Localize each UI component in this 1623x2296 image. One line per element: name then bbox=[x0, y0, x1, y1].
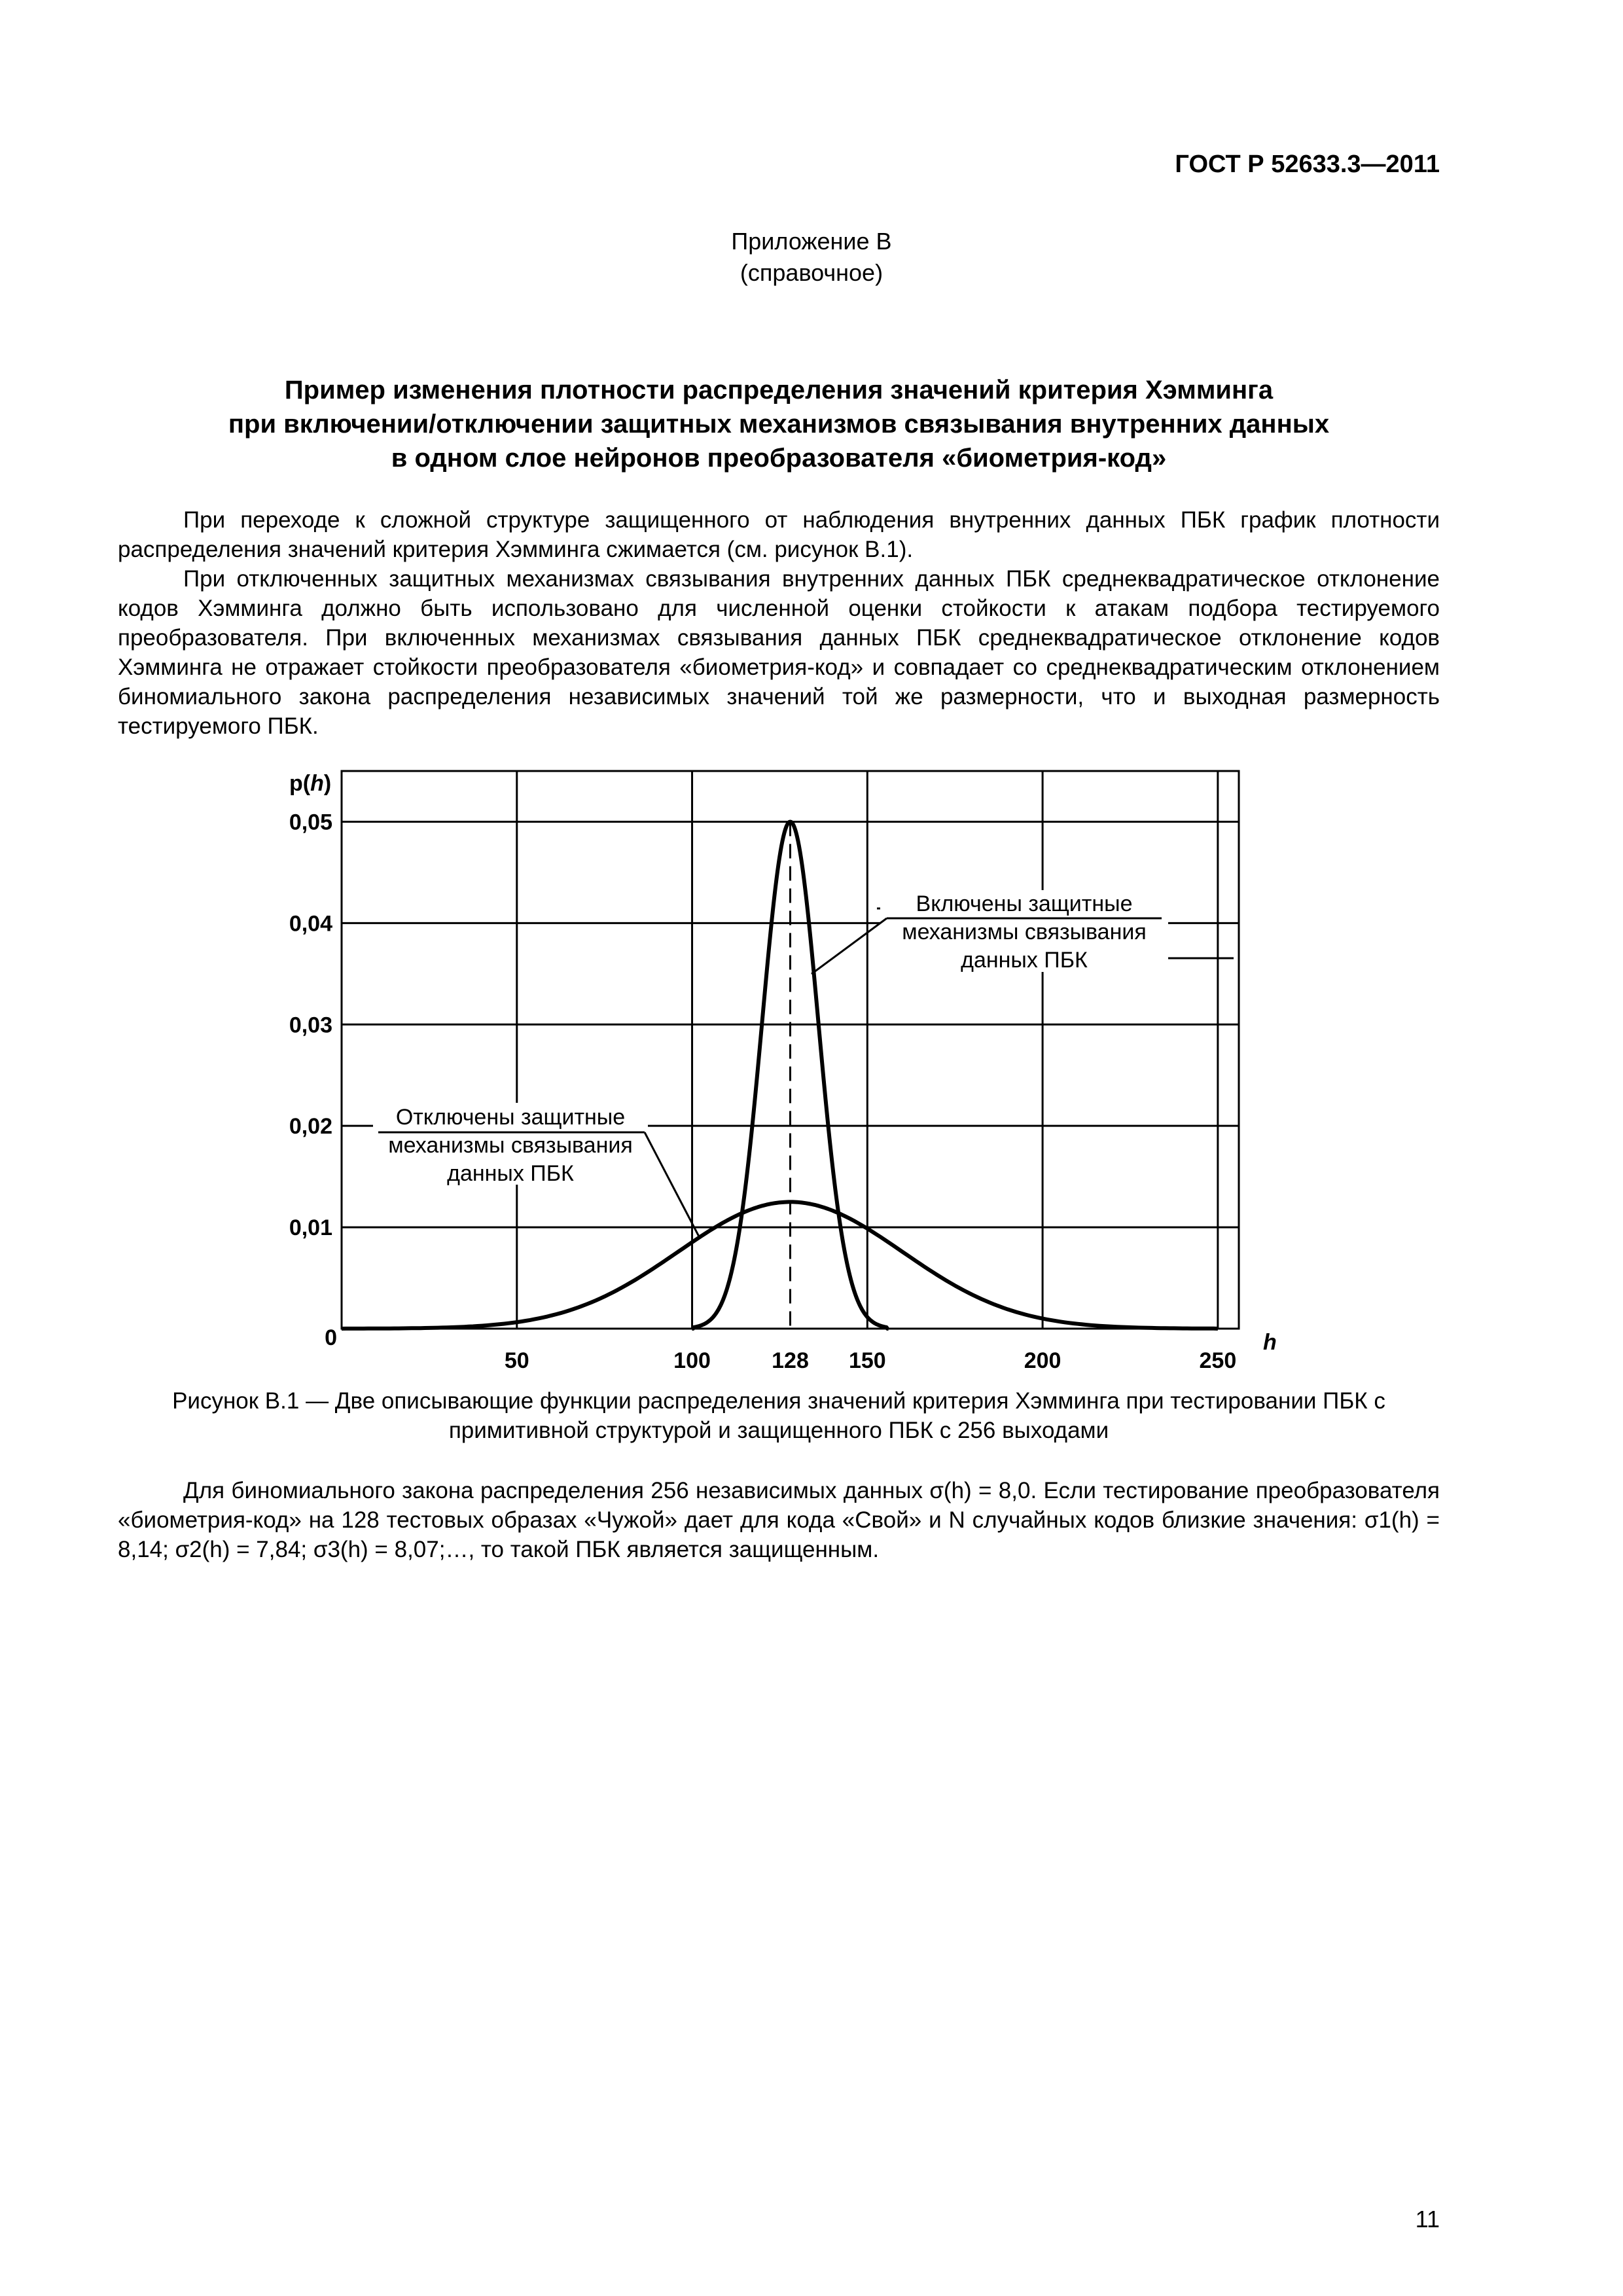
caption-line-1: Рисунок В.1 — Две описывающие функции распределения значений критерия Хэмминга при тестировании ПБК с bbox=[172, 1388, 1385, 1414]
annotation-disabled bbox=[373, 1103, 700, 1239]
origin-label: 0 bbox=[325, 1325, 337, 1350]
chart-grid bbox=[289, 771, 1239, 1373]
y-axis-label bbox=[289, 771, 331, 796]
chart-annotations bbox=[373, 890, 1234, 1239]
y-tick-label: 0,01 bbox=[289, 1215, 332, 1241]
annotation-disabled-line-3: данных ПБК bbox=[447, 1161, 574, 1186]
y-tick-label: 0,02 bbox=[289, 1114, 332, 1139]
intro-paragraph-1: При переходе к сложной структуре защищенного от наблюдения внутренних данных ПБК график плотности распределения значений критерия Хэмминга сжимается (см. рисунок В.1). bbox=[118, 507, 1440, 562]
x-tick-label: 128 bbox=[772, 1348, 809, 1373]
figure-caption bbox=[118, 1386, 1440, 1445]
y-axis-label-h: h bbox=[310, 771, 324, 796]
title-line-2: при включении/отключении защитных механизмов связывания внутренних данных bbox=[228, 410, 1330, 439]
conclusion-text bbox=[118, 1476, 1440, 1564]
annotation-enabled-leader bbox=[812, 918, 887, 974]
y-axis-label-close: ) bbox=[323, 771, 332, 796]
y-tick-label: 0,04 bbox=[289, 911, 332, 937]
document-code: ГОСТ Р 52633.3—2011 bbox=[1175, 151, 1440, 178]
annotation-disabled-line-2: механизмы связывания bbox=[388, 1133, 633, 1158]
title-line-1: Пример изменения плотности распределения значений критерия Хэмминга bbox=[284, 376, 1274, 404]
annotation-disabled-line-1: Отключены защитные bbox=[395, 1105, 626, 1130]
annotation-enabled-line-3: данных ПБК bbox=[961, 948, 1088, 973]
appendix-label: Приложение В bbox=[731, 228, 892, 255]
y-axis-label-p: p( bbox=[289, 771, 311, 796]
y-tick-label: 0,03 bbox=[289, 1013, 332, 1038]
conclusion-paragraph: Для биномиального закона распределения 256 независимых данных σ(h) = 8,0. Если тестирование преобразователя «биометрия-код» на 128 тестовых образах «Чужой» дает для кода «Свой» и N случайных кодов близкие значения: σ1(h) = 8,14; σ2(h) = 7,84; σ3(h) = 8,07;…, то такой ПБК является защищенным. bbox=[118, 1478, 1440, 1562]
chart-labels bbox=[289, 771, 1277, 1355]
series-disabled-curve bbox=[342, 1202, 1218, 1329]
intro-paragraph-2: При отключенных защитных механизмах связывания внутренних данных ПБК среднеквадратическое отклонение кодов Хэмминга должно быть использовано для численной оценки стойкости к атакам подбора тестируемого преобразователя. При включенных механизмах связывания данных ПБК среднеквадратическое отклонение кодов Хэмминга не отражает стойкости преобразователя «биометрия-код» и совпадает со среднеквадратическим отклонением биномиального закона распределения независимых значений той же размерности, что и выходная размерность тестируемого ПБК. bbox=[118, 566, 1440, 739]
x-tick-label: 50 bbox=[504, 1348, 529, 1373]
appendix-type: (справочное) bbox=[740, 259, 883, 286]
title-line-3: в одном слое нейронов преобразователя «биометрия-код» bbox=[391, 444, 1167, 473]
x-tick-label: 250 bbox=[1199, 1348, 1237, 1373]
x-axis-label: h bbox=[1263, 1330, 1277, 1355]
x-tick-label: 150 bbox=[848, 1348, 886, 1373]
annotation-enabled-line-1: Включены защитные bbox=[916, 891, 1133, 916]
y-tick-label: 0,05 bbox=[289, 810, 332, 835]
x-tick-label: 200 bbox=[1024, 1348, 1061, 1373]
annotation-enabled bbox=[812, 890, 1234, 974]
caption-line-2: примитивной структурой и защищенного ПБК с 256 выходами bbox=[448, 1418, 1109, 1443]
page-number: 11 bbox=[1415, 2206, 1440, 2233]
x-tick-label: 100 bbox=[673, 1348, 711, 1373]
annotation-enabled-line-2: механизмы связывания bbox=[902, 920, 1147, 944]
